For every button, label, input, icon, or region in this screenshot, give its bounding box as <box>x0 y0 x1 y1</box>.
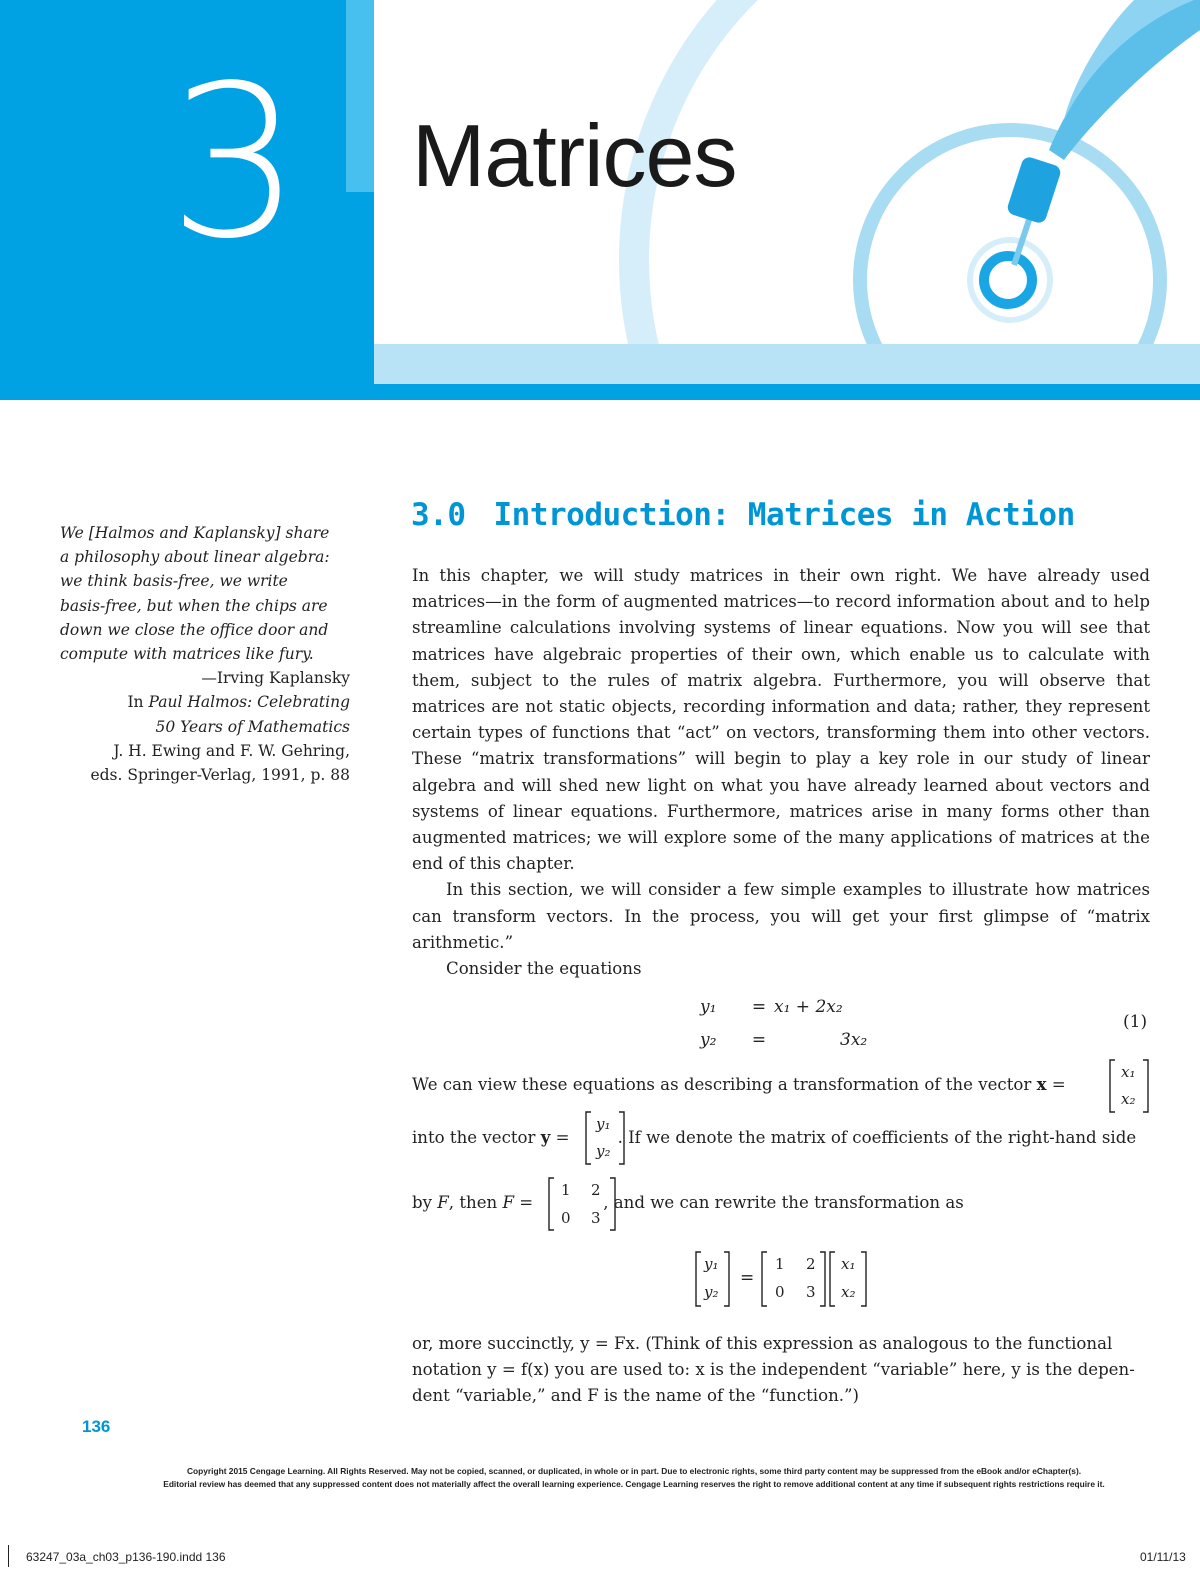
quote-line: we think basis-free, we write <box>60 572 288 591</box>
quote-editors: J. H. Ewing and F. W. Gehring, <box>113 741 350 760</box>
copyright-notice <box>60 1465 1200 1491</box>
equation-rhs: 3x₂ <box>840 1030 868 1050</box>
equation-lhs: y₁ <box>700 997 717 1017</box>
display-y-entry: y₂ <box>704 1283 719 1301</box>
equation-lhs: y₂ <box>700 1030 717 1050</box>
body-text <box>412 563 1150 982</box>
text-line: We can view these equations as describing a transformation of the vector x = <box>412 1074 1066 1094</box>
footer-date: 01/11/13 <box>1140 1550 1186 1564</box>
page-number: 136 <box>82 1417 111 1436</box>
display-x-entry: x₂ <box>841 1283 856 1301</box>
equation-row <box>700 991 867 1024</box>
equals-sign: = <box>751 1030 767 1050</box>
display-equals: = <box>740 1268 755 1288</box>
banner-accent-bar <box>346 0 374 192</box>
section-heading <box>411 497 1075 533</box>
section-title: Introduction: Matrices in Action <box>493 497 1075 533</box>
paragraph: Consider the equations <box>446 959 642 979</box>
vector-x-symbol: x <box>1036 1074 1047 1094</box>
quote-line: down we close the office door and <box>60 620 329 639</box>
text-line: or, more succinctly, y = Fx. (Think of this expression as analogous to the functional <box>412 1334 1113 1353</box>
vector-x-entry: x₁ <box>1121 1063 1136 1081</box>
quote-line: basis-free, but when the chips are <box>60 596 328 615</box>
equation-system <box>700 991 867 1057</box>
vector-y-entry: y₂ <box>596 1142 611 1160</box>
vector-x-entry: x₂ <box>1121 1090 1136 1108</box>
vector-y-entry: y₁ <box>596 1115 611 1133</box>
chapter-title: Matrices <box>412 106 737 205</box>
display-F-entry: 3 <box>806 1283 816 1301</box>
display-F-entry: 0 <box>775 1283 785 1301</box>
quote-line: We [Halmos and Kaplansky] share <box>60 524 330 542</box>
quote-line: a philosophy about linear algebra: <box>60 548 330 567</box>
banner-strip <box>374 344 1200 384</box>
epigraph <box>60 521 350 787</box>
text-line: by F, then F = , and we can rewrite the transformation as <box>412 1193 964 1212</box>
quote-author: —Irving Kaplansky <box>201 669 350 688</box>
matrix-F-brackets <box>547 1176 617 1232</box>
display-x-entry: x₁ <box>841 1255 856 1273</box>
copyright-line: Editorial review has deemed that any suppressed content does not materially affect the overall learning experience. Cengage Learning reserves the right to remove additional content at any time if subsequent rights restrictions require it. <box>163 1479 1105 1489</box>
text-line: notation y = f(x) you are used to: x is the independent “variable” here, y is the depen- <box>412 1360 1135 1379</box>
quote-publisher: eds. Springer-Verlag, 1991, p. 88 <box>90 766 350 785</box>
vector-y-symbol: y <box>540 1127 551 1147</box>
paragraph: In this section, we will consider a few simple examples to illustrate how matrices can transform vectors. In the process, you will get your first glimpse of “matrix arithmetic.” <box>412 880 1150 952</box>
text-line: into the vector y = . If we denote the matrix of coefficients of the right-hand side <box>412 1127 1137 1147</box>
display-y-entry: y₁ <box>704 1255 719 1273</box>
display-F-entry: 2 <box>806 1255 816 1273</box>
banner-bottom-bar <box>374 384 1200 400</box>
copyright-line: Copyright 2015 Cengage Learning. All Rights Reserved. May not be copied, scanned, or duplicated, in whole or in part. Due to electronic rights, some third party content may be suppressed from the eBook and/or eChapter(s). <box>186 1466 1082 1476</box>
equation-number: (1) <box>1123 1012 1148 1032</box>
matrix-F-entry: 2 <box>591 1181 601 1199</box>
chapter-number: 3 <box>168 40 302 285</box>
quote-source-line: In Paul Halmos: Celebrating <box>127 693 350 712</box>
matrix-F-entry: 1 <box>561 1181 571 1199</box>
chapter-banner <box>0 0 1200 400</box>
paragraph: In this chapter, we will study matrices in their own right. We have already used matrices—in the form of augmented matrices—to record information about and to help streamline calculations involving systems of linear equations. Now you will see that matrices have algebraic properties of their own, which enable us to calculate with them, subject to the rules of matrix algebra. Furthermore, you will observe that matrices are not static objects, recording information and data; rather, they represent certain types of functions that “act” on vectors, transforming them into other vectors. These “matrix transformations” will begin to play a key role in our study of linear algebra and will shed new light on what you have already learned about vectors and systems of linear equations. Furthermore, matrices arise in many forms other than augmented matrices; we will explore some of the many applications of matrices at the end of this chapter. <box>412 566 1150 874</box>
matrix-F-entry: 3 <box>591 1209 601 1227</box>
text-line: dent “variable,” and F is the name of the “function.”) <box>412 1386 859 1405</box>
display-F-entry: 1 <box>775 1255 785 1273</box>
crop-mark <box>8 1545 9 1567</box>
section-number: 3.0 <box>411 497 466 533</box>
equals-sign: = <box>751 997 767 1017</box>
quote-source-title: 50 Years of Mathematics <box>155 717 350 736</box>
equation-rhs: x₁ + 2x₂ <box>774 997 843 1017</box>
equation-row <box>700 1024 867 1057</box>
matrix-F-entry: 0 <box>561 1209 571 1227</box>
quote-line: compute with matrices like fury. <box>60 645 314 664</box>
footer-filename: 63247_03a_ch03_p136-190.indd 136 <box>26 1550 226 1564</box>
